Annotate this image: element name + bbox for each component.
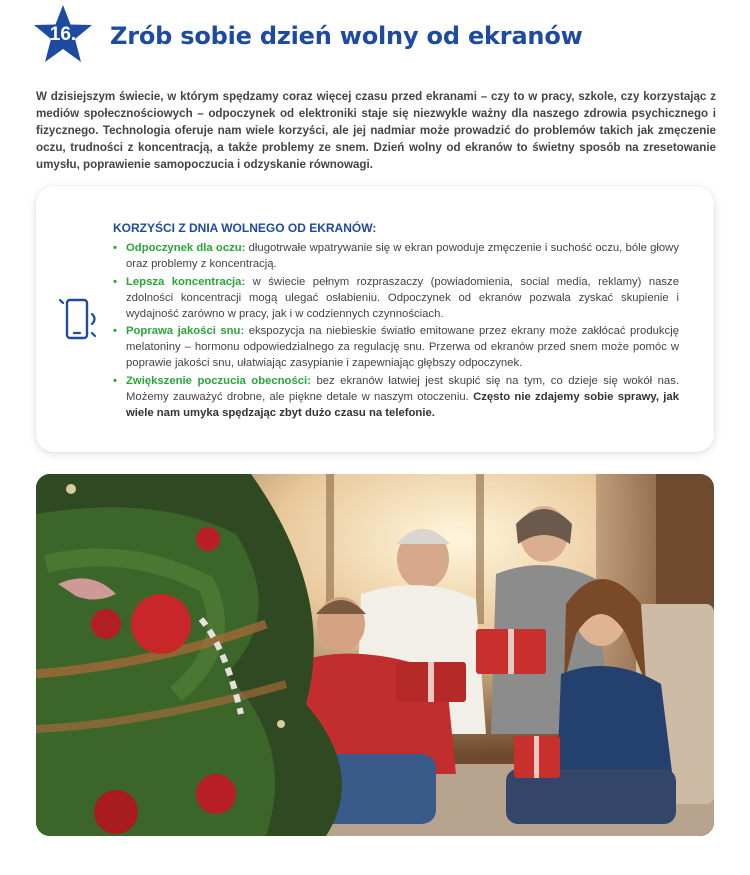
intro-paragraph: W dzisiejszym świecie, w którym spędzamy coraz więcej czasu przed ekranami – czy to w pracy, szkole, czy korzystając z mediów społecznościowych – odpoczynek od elektroniki staje się niezwykle ważny dla naszego zdrowia psychicznego i fizycznego. Technologia oferuje nam wiele korzyści, ale jej nadmiar może prowadzić do problemów takich jak zmęczenie oczu, trudności z koncentracją, a także problemy ze snem. Dzień wolny od ekranów to świetny sposób na zresetowanie umysłu, poprawienie samopoczucia i odzyskanie równowagi. [36, 90, 716, 171]
family-christmas-photo [36, 474, 714, 836]
benefit-text: w świecie pełnym rozpraszaczy (powiadomienia, social media, reklamy) nasze zdolności koncentracji mogą ulegać osłabieniu. Odpoczynek od ekranów pozwala zyskać skupienie i wydajność zarówno w pracy, jak i w codziennych czynnościach. [126, 275, 679, 320]
benefit-label: Zwiększenie poczucia obecności: [126, 374, 311, 387]
page-title: Zrób sobie dzień wolny od ekranów [110, 22, 583, 50]
benefit-text: ekspozycja na niebieskie światło emitowane przez ekrany może zakłócać produkcję melatoniny – hormonu odpowiedzialnego za regulację snu. Przerwa od ekranów przed snem może pomóc w poprawie jakości snu, ułatwiając zasypianie i zapewniając głębszy odpoczynek. [126, 325, 679, 369]
benefit-label: Poprawa jakości snu: [126, 325, 245, 337]
section-number: 16. [49, 24, 77, 45]
list-item [113, 240, 679, 272]
benefit-label: Lepsza koncentracja: [126, 275, 246, 288]
benefit-emphasis: Często nie zdajemy sobie sprawy, jak wiele nam umyka spędzając zbyt dużo czasu na telefonie. [126, 390, 679, 419]
benefits-card [36, 186, 714, 452]
photo-illustration [36, 474, 714, 836]
list-item [113, 274, 679, 322]
section-header [32, 4, 722, 74]
phone-icon [52, 294, 102, 344]
benefit-text: długotrwałe wpatrywanie się w ekran powoduje zmęczenie i suchość oczu, bóle głowy oraz problemy z koncentracją. [126, 242, 679, 270]
benefit-text: bez ekranów łatwiej jest skupić się na tym, co dzieje się wokół nas. Możemy zauważyć drobne, ale piękne detale w naszym otoczeniu. [126, 374, 679, 403]
list-item [113, 373, 679, 421]
benefits-list [113, 240, 679, 422]
benefit-label: Odpoczynek dla oczu: [126, 242, 246, 254]
star-number-badge [32, 4, 94, 70]
list-item [113, 323, 679, 371]
benefits-heading: KORZYŚCI Z DNIA WOLNEGO OD EKRANÓW: [113, 221, 377, 235]
